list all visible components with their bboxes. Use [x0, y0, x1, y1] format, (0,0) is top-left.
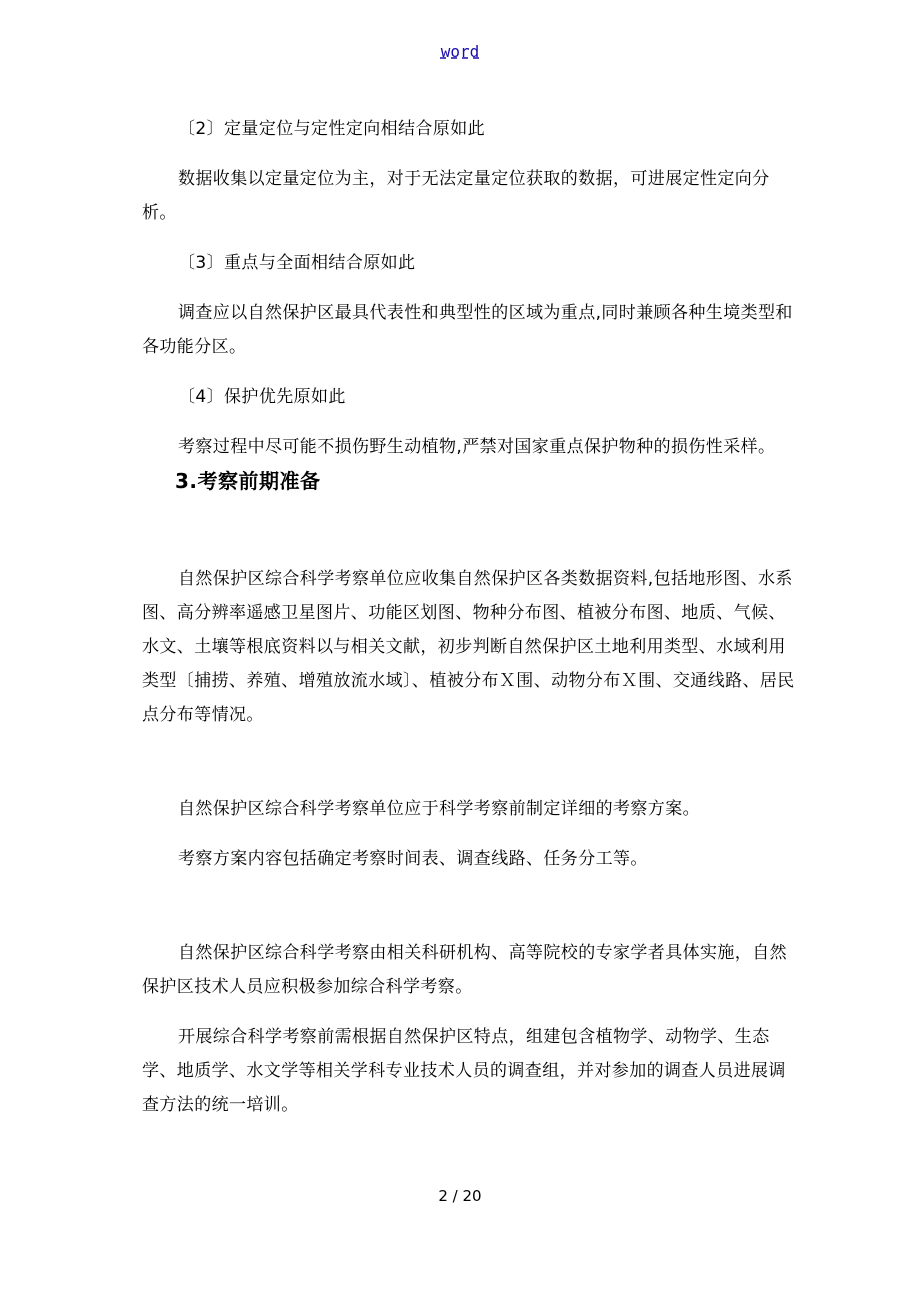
spacer: [142, 498, 800, 562]
principle-4-heading: 〔4〕保护优先原如此: [178, 387, 346, 407]
section-3-heading: 3.考察前期准备: [175, 469, 321, 493]
principle-2-text: 数据收集以定量定位为主，对于无法定量定位获取的数据，可进展定性定向分析。: [142, 169, 770, 223]
data-collection-paragraph: 自然保护区综合科学考察单位应收集自然保护区各类数据资料,包括地形图、水系图、高分辨率遥感卫星图片、功能区划图、物种分布图、植被分布图、地质、气候、水文、土壤等根底资料以与相关文献，初步判断自然保护区土地利用类型、水域利用类型〔捕捞、养殖、增殖放流水域〕、植被分布Ｘ围、动物分布Ｘ围、交通线路、居民点分布等情况。: [142, 569, 795, 725]
training-paragraph: 开展综合科学考察前需根据自然保护区特点，组建包含植物学、动物学、生态学、地质学、水文学等相关学科专业技术人员的调查组，并对参加的调查人员进展调查方法的统一培训。: [142, 1027, 786, 1115]
principle-3-heading: 〔3〕重点与全面相结合原如此: [178, 253, 416, 273]
principle-4-text: 考察过程中尽可能不损伤野生动植物,严禁对国家重点保护物种的损伤性采样。: [178, 437, 776, 457]
plan-paragraph: 自然保护区综合科学考察单位应于科学考察前制定详细的考察方案。: [178, 799, 700, 819]
spacer: [142, 748, 800, 792]
plan-content-paragraph: 考察方案内容包括确定考察时间表、调查线路、任务分工等。: [178, 849, 648, 869]
document-body: [142, 112, 800, 1138]
header-word-link[interactable]: word: [440, 42, 480, 61]
implementation-paragraph: 自然保护区综合科学考察由相关科研机构、高等院校的专家学者具体实施，自然保护区技术人员应积极参加综合科学考察。: [142, 943, 787, 997]
page-number: 2 / 20: [438, 1187, 482, 1205]
principle-2-heading: 〔2〕定量定位与定性定向相结合原如此: [178, 119, 486, 139]
principle-3-text: 调查应以自然保护区最具代表性和典型性的区域为重点,同时兼顾各种生境类型和各功能分区。: [142, 303, 793, 357]
spacer: [142, 892, 800, 936]
